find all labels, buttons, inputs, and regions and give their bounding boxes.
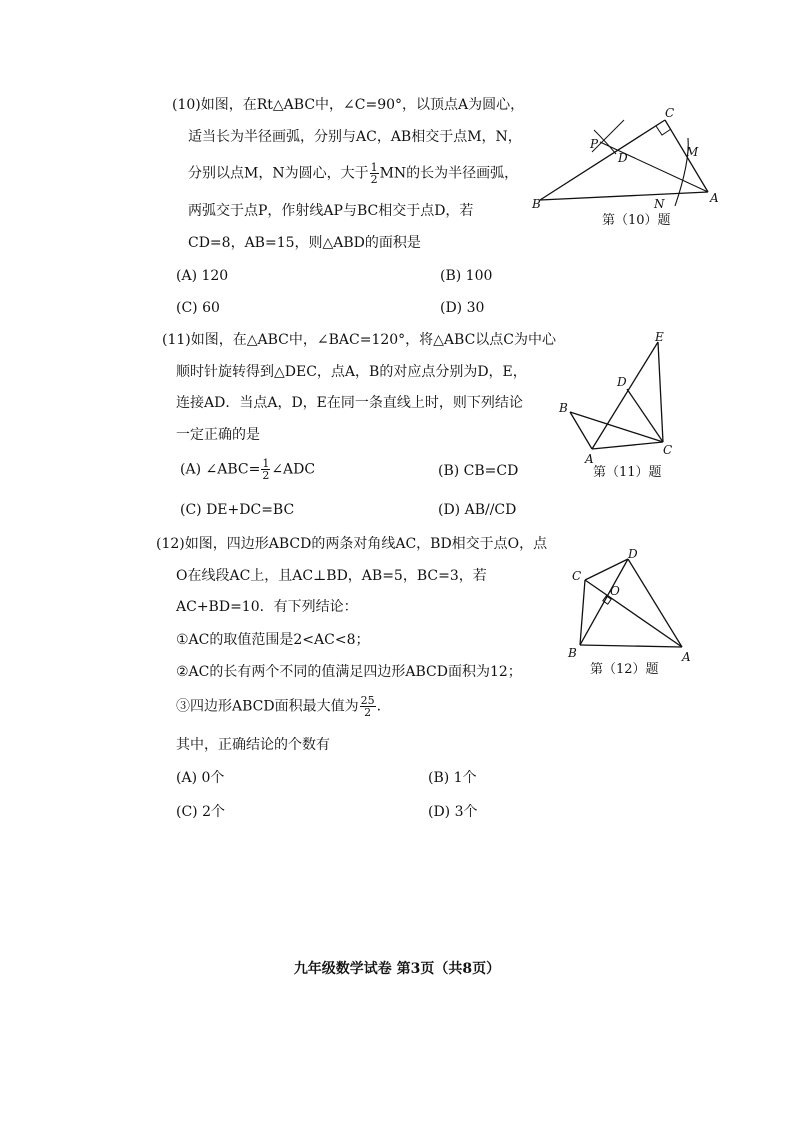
page-footer: 九年级数学试卷 第3页（共8页） — [293, 961, 501, 977]
q11-label-d: D — [617, 375, 627, 389]
q11-line-ec — [658, 342, 663, 442]
q10-line-1: (10)如图，在Rt△ABC中，∠C=90°，以顶点A为圆心， — [172, 97, 525, 113]
q11-label-c: C — [663, 443, 673, 457]
q11-label-b: B — [559, 401, 568, 415]
q11-option-b: (B) CB=CD — [438, 463, 519, 479]
q11-caption: 第（11）题 — [593, 465, 662, 480]
q11-label-a: A — [585, 452, 594, 466]
q11-option-a-suffix: ∠ADC — [271, 461, 316, 478]
q11-label-e: E — [655, 332, 664, 344]
q12-side-bc — [580, 580, 585, 645]
q12-line-2: O在线段AC上，且AC⊥BD，AB=5，BC=3，若 — [176, 568, 487, 584]
q12-line-6 — [176, 695, 381, 718]
q12-line-6-period: . — [376, 698, 382, 715]
q10-line-3-tail: MN的长为半径画弧， — [379, 165, 519, 182]
q11-line-bc — [570, 412, 663, 442]
q11-option-d: (D) AB//CD — [438, 502, 517, 518]
q10-label-d: D — [618, 151, 628, 165]
q11-figure — [555, 332, 685, 482]
q10-line-5: CD=8，AB=15，则△ABD的面积是 — [188, 235, 421, 251]
q11-option-c: (C) DE+DC=BC — [180, 502, 295, 518]
q10-option-c: (C) 60 — [176, 300, 220, 316]
q10-label-n: N — [654, 197, 665, 211]
q10-label-a: A — [710, 191, 719, 205]
q12-option-c: (C) 2个 — [176, 804, 225, 820]
q12-line-4: ①AC的取值范围是2<AC<8； — [176, 632, 370, 648]
q10-frac-num: 1 — [370, 161, 378, 174]
q12-side-da — [628, 559, 682, 647]
q10-option-d: (D) 30 — [440, 300, 485, 316]
q10-option-a: (A) 120 — [176, 268, 229, 284]
q11-line-2: 顺时针旋转得到△DEC，点A，B的对应点分别为D，E， — [176, 364, 527, 380]
q12-option-a: (A) 0个 — [176, 770, 225, 786]
q11-fraction — [261, 458, 270, 481]
q12-line-6-text: ③四边形ABCD面积最大值为 — [176, 698, 359, 715]
q12-frac-den: 2 — [364, 706, 372, 719]
q10-frac-den: 2 — [370, 173, 378, 186]
q10-side-ba — [540, 192, 708, 200]
q10-label-c: C — [665, 106, 675, 120]
q12-option-d: (D) 3个 — [428, 804, 478, 820]
q12-side-ab — [580, 645, 682, 647]
q12-figure — [560, 545, 710, 685]
q12-diag-ac — [585, 580, 682, 647]
q12-line-5: ②AC的长有两个不同的值满足四边形ABCD面积为12； — [176, 664, 522, 680]
q10-line-3-text: 分别以点M，N为圆心，大于 — [188, 165, 369, 182]
q10-fraction — [370, 162, 379, 185]
q12-frac-num: 25 — [360, 694, 375, 707]
q11-line-dc — [627, 389, 663, 442]
q10-line-2: 适当长为半径画弧，分别与AC，AB相交于点M，N， — [188, 129, 522, 145]
q12-label-a: A — [682, 650, 691, 664]
q11-line-ae — [592, 342, 658, 449]
q12-line-7: 其中，正确结论的个数有 — [176, 737, 330, 753]
q11-frac-num: 1 — [262, 457, 270, 470]
q12-line-1: (12)如图，四边形ABCD的两条对角线AC，BD相交于点O，点 — [156, 536, 548, 552]
q10-option-b: (B) 100 — [440, 268, 493, 284]
q10-caption: 第（10）题 — [602, 213, 671, 228]
q12-label-d: D — [628, 547, 638, 561]
q12-fraction — [360, 695, 376, 718]
q12-line-3: AC+BD=10．有下列结论： — [176, 599, 358, 615]
q12-label-b: B — [568, 646, 577, 660]
q11-option-a-prefix: (A) ∠ABC= — [180, 461, 261, 478]
q10-label-m: M — [686, 145, 699, 159]
q11-line-4: 一定正确的是 — [176, 427, 260, 443]
q11-option-a — [180, 458, 315, 481]
q10-line-3 — [188, 162, 518, 185]
q12-caption: 第（12）题 — [590, 662, 659, 677]
q12-label-o: O — [610, 584, 620, 598]
q11-line-ac — [592, 442, 663, 449]
q10-label-p: P — [590, 137, 599, 151]
q11-line-3: 连接AD．当点A，D，E在同一条直线上时，则下列结论 — [176, 395, 523, 411]
q10-line-4: 两弧交于点P，作射线AP与BC相交于点D，若 — [188, 203, 474, 219]
q11-frac-den: 2 — [262, 469, 270, 482]
q12-option-b: (B) 1个 — [428, 770, 477, 786]
q12-label-c: C — [572, 569, 582, 583]
q10-label-b: B — [532, 197, 541, 211]
q10-side-bc — [540, 120, 665, 200]
q11-line-1: (11)如图，在△ABC中，∠BAC=120°，将△ABC以点C为中心 — [162, 332, 557, 348]
q10-figure — [530, 100, 730, 240]
